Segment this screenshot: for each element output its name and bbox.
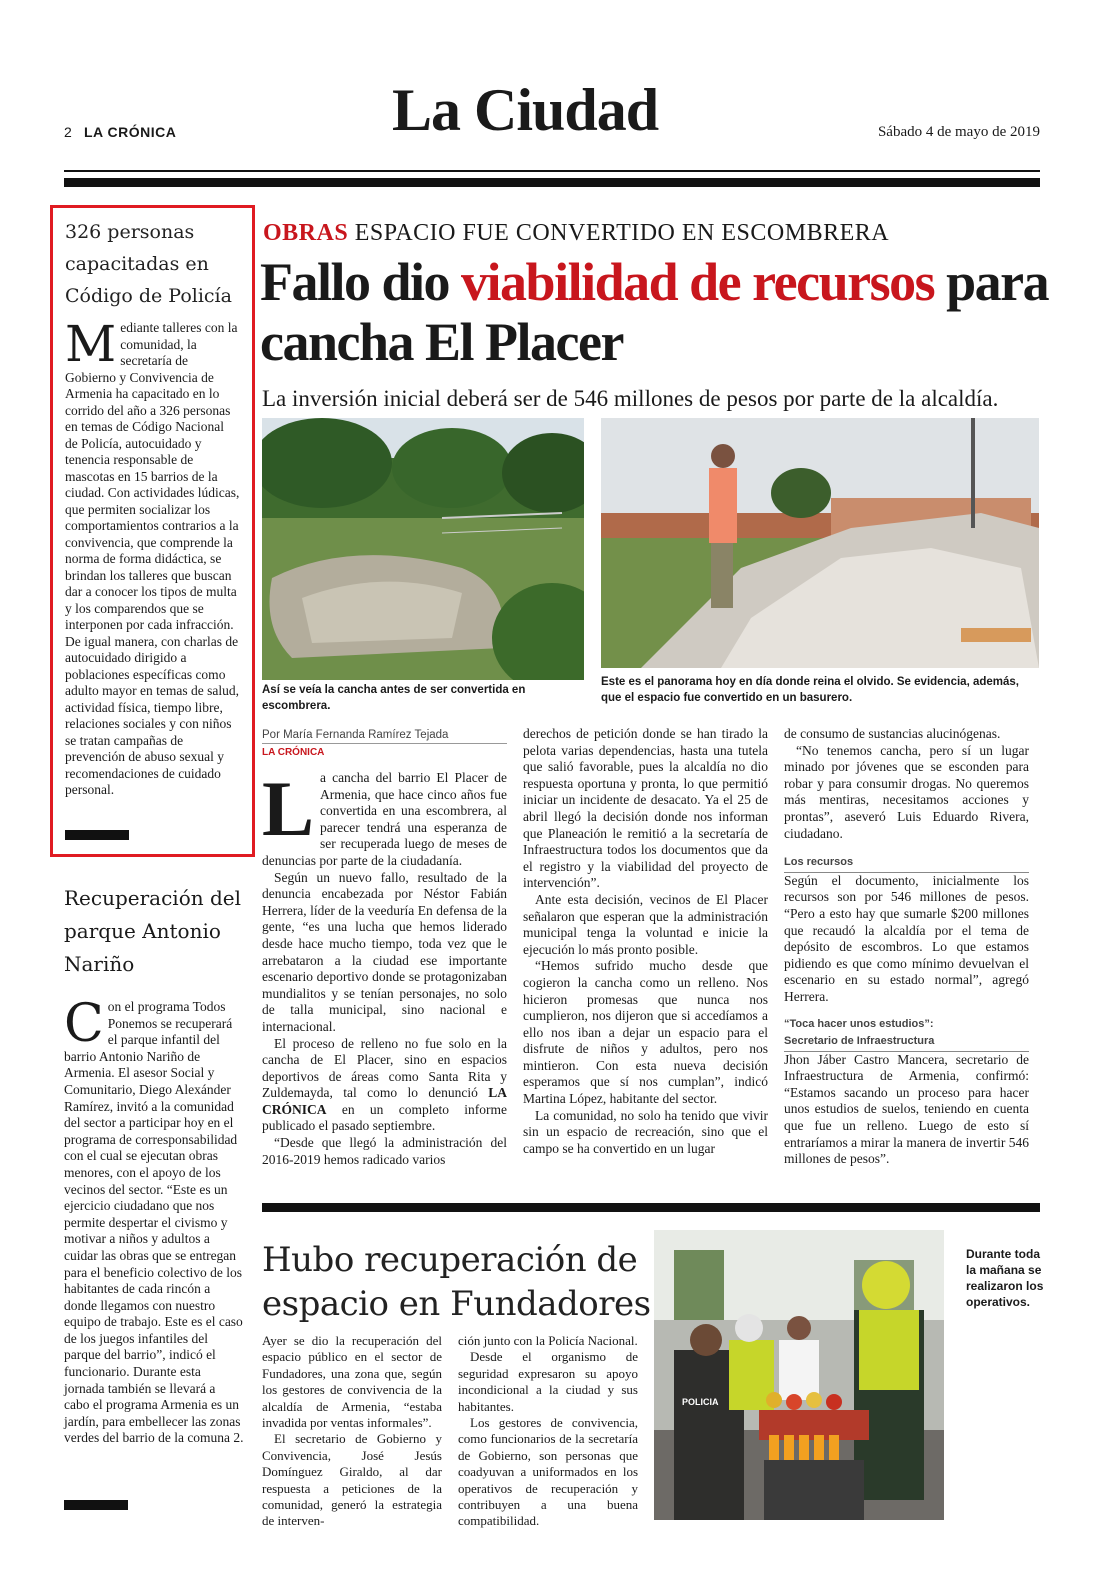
photo-operativo-fundadores bbox=[654, 1230, 944, 1520]
paper-mention: LA CRÓNICA bbox=[262, 1085, 507, 1117]
section-divider bbox=[262, 1203, 1040, 1212]
byline-organization: LA CRÓNICA bbox=[262, 747, 325, 758]
drop-cap: L bbox=[262, 765, 315, 852]
sidebar-headline: Recuperación del parque Antonio Nariño bbox=[64, 886, 242, 976]
sidebar-story-codigo-policia bbox=[50, 205, 255, 857]
subheading: Los recursos bbox=[784, 854, 1029, 873]
end-mark bbox=[65, 830, 129, 840]
kicker-topic: OBRAS bbox=[263, 220, 349, 246]
article-column-3 bbox=[784, 726, 1029, 1168]
paragraph bbox=[262, 1036, 507, 1136]
headline-part-2: para cancha El Placer bbox=[260, 252, 1049, 372]
photo-operativo-illustration bbox=[654, 1230, 944, 1520]
paragraph bbox=[262, 765, 507, 870]
article-column-1 bbox=[262, 765, 507, 1168]
page-number: 2 bbox=[64, 124, 72, 140]
paragraph: Ante esta decisión, vecinos de El Placer señalaron que esperan que la administración municipal tenga la voluntad e inicie la ejecución lo más pronto posible. bbox=[523, 891, 768, 957]
paragraph: Los gestores de convivencia, como funcionarios de la secretaría de Gobierno, son personas que coadyuvan a uniformados en los operativos de recuperación y contribuyen a una buena compatibilidad. bbox=[458, 1415, 638, 1529]
issue-date: Sábado 4 de mayo de 2019 bbox=[877, 124, 1040, 140]
sidebar-body-text: on el programa Todos Ponemos se recuperará el parque infantil del barrio Antonio Nariño de Armenia. El asesor Social y Comunitario, Diego Alexánder Ramírez, invitó a la comunidad del sector a participar hoy en el programa de corresponsabilidad con el cual se ejecutan obras menores, con el apoyo de los vecinos del sector. “Este es un ejercicio ciudadano que nos permite despertar el civismo y motivar a niños y adultos a cuidar las obras que se entregan para el beneficio colectivo de los habitantes de cada rincón a donde llegamos con nuestro equipo de trabajo. Este es el caso de los juegos infantiles del parque del barrio”, indicó el funcionario. Durante esta jornada también se llevará a cabo el programa Armenia es un jardín, para embellecer las zonas verdes del barrio de la comuna 2. bbox=[64, 999, 244, 1446]
article-kicker bbox=[263, 220, 889, 247]
article-deck: La inversión inicial deberá ser de 546 millones de pesos por parte de la alcaldía. bbox=[262, 386, 999, 411]
drop-cap: C bbox=[64, 994, 104, 1054]
photo-cancha-antes-illustration bbox=[262, 418, 584, 680]
paragraph: “Desde que llegó la administración del 2016-2019 hemos radicado varios bbox=[262, 1135, 507, 1167]
sidebar-body bbox=[64, 994, 244, 1447]
section-title: La Ciudad bbox=[392, 77, 659, 143]
subheading: Secretario de Infraestructura bbox=[784, 1033, 1029, 1052]
photo-cancha-antes bbox=[262, 418, 584, 680]
paragraph: El secretario de Gobierno y Convivencia, José Jesús Domínguez Giraldo, al dar respuesta a peticiones de la comunidad, generó la estrategia de interven- bbox=[262, 1431, 442, 1529]
subheading: “Toca hacer unos estudios”: bbox=[784, 1017, 934, 1030]
header-rule-thick bbox=[64, 178, 1040, 187]
article-column-2 bbox=[523, 726, 768, 1157]
paragraph-text: El proceso de relleno no fue solo en la cancha de El Placer, sino en espacios deportivos de áreas como Santa Rita y Zuldemayda, tal como lo denunció bbox=[262, 1035, 507, 1101]
sidebar-body-text: ediante talleres con la comunidad, la secretaría de Gobierno y Convivencia de Armenia ha capacitado en lo corrido del año a 326 personas en temas de Código Nacional de Policía, autocuidado y tenencia responsable de mascotas en 15 barrios de la ciudad. Con actividades lúdicas, que permiten socializar los comportamientos contrarios a la convivencia, que comprende la norma de forma didáctica, se brindan los talleres que buscan dar a conocer los tipos de multa y los comparendos que se interponen por cada infracción. De igual manera, con charlas de autocuidado dirigido a poblaciones específicas como adulto mayor en temas de salud, actividad física, tiempo libre, relaciones sociales y con niños se tratan campañas de prevención de abuso sexual y recomendaciones de cuidado personal. bbox=[65, 320, 240, 797]
sidebar-story-parque-narino bbox=[64, 882, 244, 1447]
photo-escombrera bbox=[601, 418, 1039, 668]
photo-caption: Este es el panorama hoy en día donde reina el olvido. Se evidencia, además, que el espacio fue convertido en un basurero. bbox=[601, 676, 1019, 704]
paragraph: “No tenemos cancha, pero sí un lugar minado por jóvenes que se esconden para robar y para consumir drogas. No queremos más mentiras, necesitamos acciones y prontas”, aseveró Luis Eduardo Rivera, ciudadano. bbox=[784, 742, 1029, 841]
paragraph: La comunidad, no solo ha tenido que vivir sin un espacio de recreación, sino que el campo se ha convertido en un lugar bbox=[523, 1107, 768, 1156]
headline-highlight: viabilidad de recursos bbox=[461, 252, 935, 312]
end-mark bbox=[64, 1500, 128, 1510]
paragraph: de consumo de sustancias alucinógenas. bbox=[784, 726, 1001, 741]
sidebar-headline: 326 personas capacitadas en Código de Policía bbox=[65, 221, 232, 307]
paragraph: ción junto con la Policía Nacional. bbox=[458, 1333, 638, 1348]
paragraph-text: en un completo informe publicado el pasado septiembre. bbox=[262, 1101, 507, 1134]
article-headline bbox=[260, 252, 1050, 372]
photo-escombrera-illustration bbox=[601, 418, 1039, 668]
paragraph: Desde el organismo de seguridad expresaron su apoyo incondicional a la ciudad y sus habitantes. bbox=[458, 1349, 638, 1414]
paragraph: “Hemos sufrido mucho desde que cogieron la cancha como un relleno. Nos hicieron promesas que nunca nos cumplieron, nos dijeron que si accedíamos a ello nos iban a dejar un espacio para el disfrute de niños y adultos, pero nos mintieron. Con esta nueva decisión esperamos que sí nos cumplan”, indicó Martina López, habitante del sector. bbox=[523, 958, 768, 1107]
sidebar-body bbox=[65, 315, 240, 799]
paragraph: Según un nuevo fallo, resultado de la denuncia encabezada por Néstor Fabián Herrera, líder de la veeduría En defensa de la gente, “es una lucha que hemos liderado desde hace mucho tiempo, toda vez que le arrebataron a la ciudad ese importante escenario deportivo donde se protagonizaban mundialitos y se tenían personajes, no solo de talla municipal, sino nacional e internacional. bbox=[262, 869, 507, 1034]
drop-cap: M bbox=[65, 315, 117, 373]
paragraph: Jhon Jáber Castro Mancera, secretario de Infraestructura de Armenia, confirmó: “Estamos sacando un proceso para hacer unos estudios de suelos, teniendo en cuenta que fue un relleno. Luego de esto sí entraríamos a mirar la manera de invertir 546 millones de pesos”. bbox=[784, 1051, 1029, 1167]
paragraph-text: a cancha del barrio El Placer de Armenia, que hace cinco años fue convertida en una escombrera, al parecer tendrá una esperanza de ser recuperada luego de meses de denuncias por parte de la ciudadanía. bbox=[262, 770, 507, 868]
story2-column-1 bbox=[262, 1333, 442, 1530]
paragraph: Según el documento, inicialmente los recursos son por 546 millones de pesos. “Pero a esto hay que sumarle $200 millones que recaudó la alcaldía por el tema de depósito de escombros. Lo que estamos pidiendo es que como mínimo devuelvan el escenario en su estado normal”, agregó Herrera. bbox=[784, 872, 1029, 1004]
story2-column-2 bbox=[458, 1333, 638, 1530]
photo-caption: Durante toda la mañana se realizaron los operativos. bbox=[966, 1247, 1044, 1309]
vest-label: POLICIA bbox=[682, 1397, 719, 1407]
newspaper-name: LA CRÓNICA bbox=[84, 124, 177, 140]
paragraph: derechos de petición donde se han tirado la pelota varias dependencias, hasta una tutela que salió favorable, pues la alcaldía no dio respuesta oportuna y pronta, lo que permitió iniciar un incidente de desacato. Ya el 25 de abril llegó la decisión donde nos informan que Planeación le remitió a la secretaría de Infraestructura todos los documentos que da el registro y la viabilidad del proyecto de intervención”. bbox=[523, 726, 768, 891]
headline-part-1: Fallo dio bbox=[260, 252, 462, 312]
story2-headline: Hubo recuperación de espacio en Fundadores bbox=[262, 1240, 651, 1324]
byline: Por María Fernanda Ramírez Tejada bbox=[262, 729, 507, 744]
header-rule-thin bbox=[64, 170, 1040, 172]
photo-caption: Así se veía la cancha antes de ser convertida en escombrera. bbox=[262, 684, 526, 712]
paragraph: Ayer se dio la recuperación del espacio público en el sector de Fundadores, una zona que, según los gestores de convivencia de la alcaldía de Armenia, “estaba invadida por ventas informales”. bbox=[262, 1333, 442, 1431]
kicker-text: ESPACIO FUE CONVERTIDO EN ESCOMBRERA bbox=[348, 220, 890, 246]
